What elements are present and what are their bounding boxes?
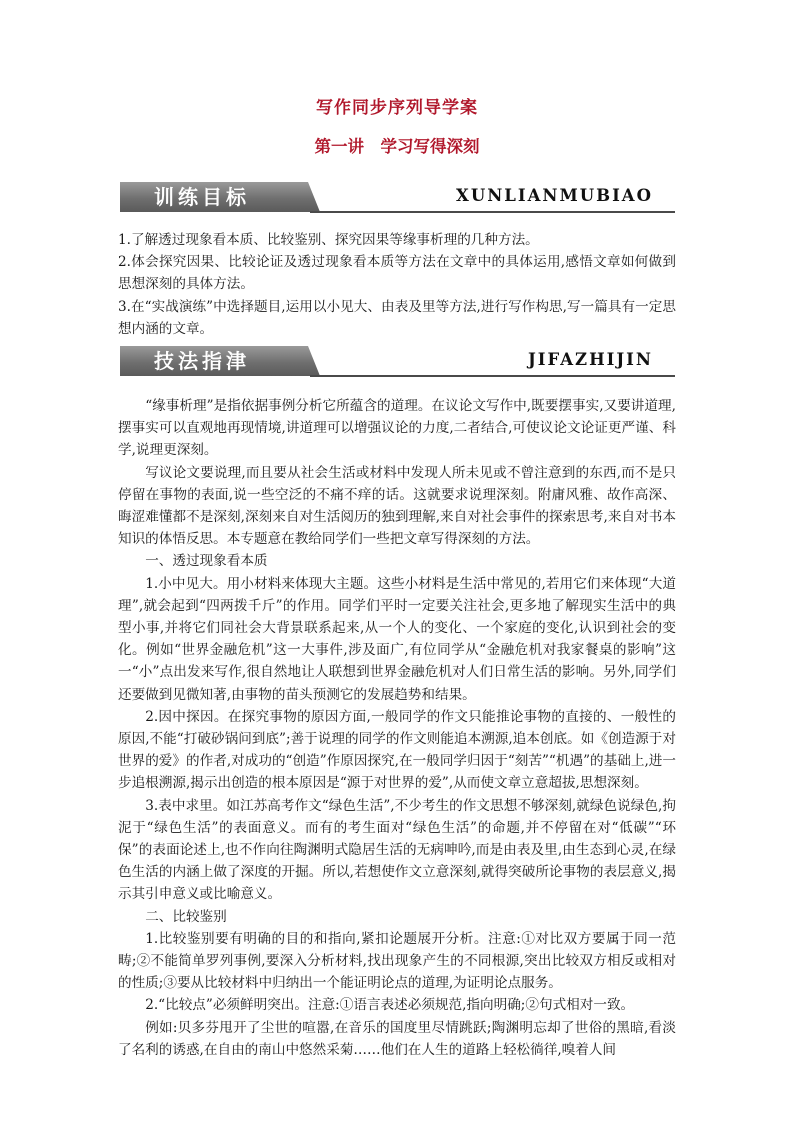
banner-pinyin: XUNLIANMUBIAO [456,186,653,205]
section-banner-goals [120,180,675,216]
body-paragraph: 例如:贝多芬甩开了尘世的喧嚣,在音乐的国度里尽情跳跃;陶渊明忘却了世俗的黑暗,看淡了名利的诱惑,在自由的南山中悠然采菊……他们在人生的道路上轻松徜徉,嗅着人间 [118,1019,676,1058]
document-title: 写作同步序列导学案 [316,98,478,118]
body-paragraph: 3.表中求里。如江苏高考作文“绿色生活”,不少考生的作文思想不够深刻,就绿色说绿色,拘泥于“绿色生活”的表面意义。而有的考生面对“绿色生活”的命题,并不停留在对“低碳”“环保”的表面论述上,也不作向往陶渊明式隐居生活的无病呻吟,而是由表及里,由生态到心灵,在绿色生活的内涵上做了深度的开掘。所以,若想使作文立意深刻,就得突破所论事物的表层意义,揭示其引申意义或比喻意义。 [118,797,676,903]
banner-rule [310,375,675,377]
banner-rule [310,211,675,213]
body-paragraph: 1.比较鉴别要有明确的目的和指向,紧扣论题展开分析。注意:①对比双方要属于同一范畴;②不能简单罗列事例,要深入分析材料,找出现象产生的不同根源,突出比较双方相反或相对的性质;③要从比较材料中归纳出一个能证明论点的道理,为证明论点服务。 [118,930,676,992]
body-paragraph: 2.“比较点”必须鲜明突出。注意:①语言表述必须规范,指向明确;②句式相对一致。 [145,997,635,1014]
section-heading: 二、比较鉴别 [145,908,227,925]
body-paragraph: 1.小中见大。用小材料来体现大主题。这些小材料是生活中常见的,若用它们来体现“大道理”,就会起到“四两拨千斤”的作用。同学们平时一定要关注社会,更多地了解现实生活中的典型小事,并将它们同社会大背景联系起来,从一个人的变化、一个家庭的变化,认识到社会的变化。例如“世界金融危机”这一大事件,涉及面广,有位同学从“金融危机对我家餐桌的影响”这一“小”点出发来写作,很自然地让人联想到世界金融危机对人们日常生活的影响。另外,同学们还要做到见微知著,由事物的苗头预测它的发展趋势和结果。 [118,575,676,703]
lesson-subtitle: 第一讲 学习写得深刻 [314,137,480,156]
goal-item: 2.体会探究因果、比较论证及透过现象看本质等方法在文章中的具体运用,感悟文章如何做到思想深刻的具体方法。 [118,254,676,293]
body-paragraph: 2.因中探因。在探究事物的原因方面,一般同学的作文只能推论事物的直接的、一般性的原因,不能“打破砂锅问到底”;善于说理的同学的作文则能追本溯源,追本创底。如《创造源于对世界的爱》的作者,对成功的“创造”作原因探究,在一般同学归因于“刻苦”“机遇”的基础上,进一步追根溯源,揭示出创造的根本原因是“源于对世界的爱”,从而使文章立意超拔,思想深刻。 [118,708,676,792]
body-paragraph: 写议论文要说理,而且要从社会生活或材料中发现人所未见或不曾注意到的东西,而不是只停留在事物的表面,说一些空泛的不痛不痒的话。这就要求说理深刻。附庸风雅、故作高深、晦涩难懂都不是深刻,深刻来自对生活阅历的独到理解,来自对社会事件的探索思考,来自对书本知识的体悟反思。本专题意在教给同学们一些把文章写得深刻的方法。 [118,464,676,548]
banner-label: 技法指津 [154,349,250,373]
section-banner-techniques [120,344,675,380]
banner-pinyin: JIFAZHIJIN [527,350,653,369]
techniques-body [118,395,676,1061]
goal-item: 3.在“实战演练”中选择题目,运用以小见大、由表及里等方法,进行写作构思,写一篇具有一定思想内涵的文章。 [118,298,676,337]
goal-item: 1.了解透过现象看本质、比较鉴别、探究因果等缘事析理的几种方法。 [118,232,539,248]
goals-list [118,229,676,340]
body-paragraph: “缘事析理”是指依据事例分析它所蕴含的道理。在议论文写作中,既要摆事实,又要讲道理,摆事实可以直观地再现情境,讲道理可以增强议论的力度,二者结合,可使议论文论证更严谨、科学,说理更深刻。 [118,398,676,459]
banner-label: 训练目标 [154,185,250,209]
section-heading: 一、透过现象看本质 [145,553,268,570]
